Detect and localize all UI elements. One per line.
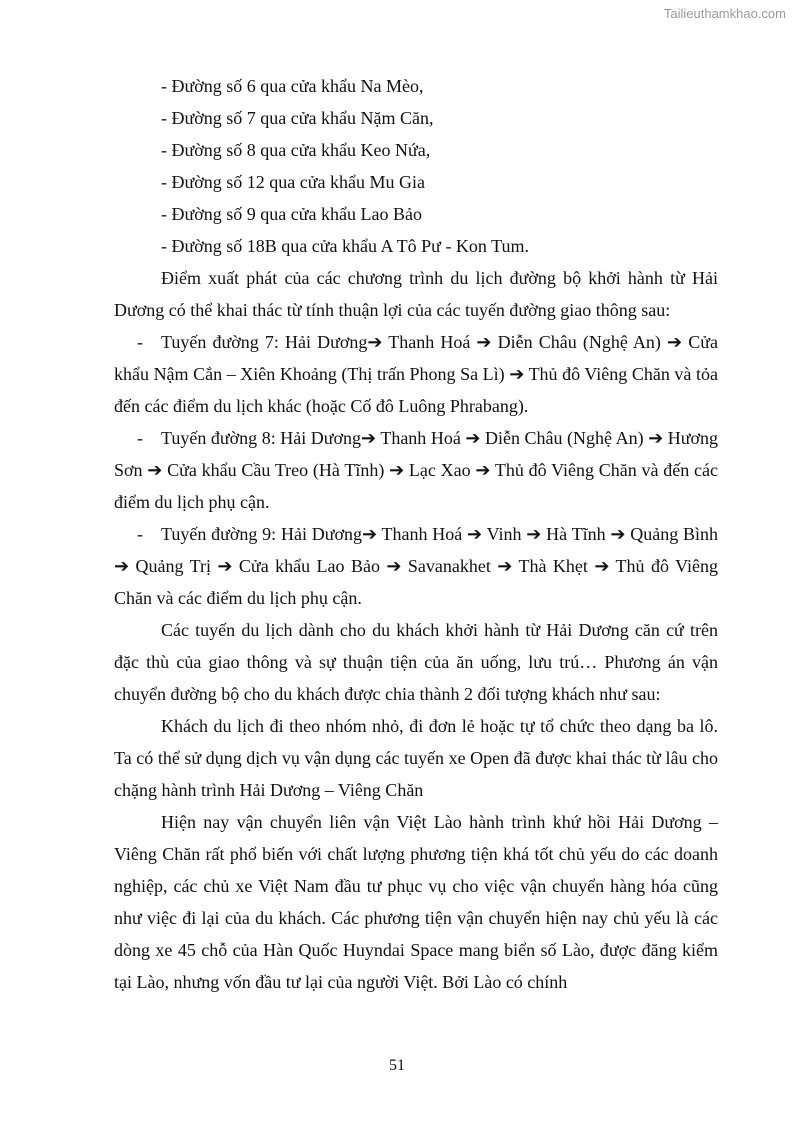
route-item-7 xyxy=(114,326,718,422)
body-paragraph: Hiện nay vận chuyển liên vận Việt Lào hành trình khứ hồi Hải Dương – Viêng Chăn rất phổ biến với chất lượng phương tiện khá tốt chủ yếu do các doanh nghiệp, các chủ xe Việt Nam đầu tư phục vụ cho việc vận chuyển hàng hóa cũng như việc đi lại của du khách. Các phương tiện vận chuyển hiện nay chủ yếu là các dòng xe 45 chỗ của Hàn Quốc Huyndai Space mang biển số Lào, được đăng kiểm tại Lào, nhưng vốn đầu tư lại của người Việt. Bởi Lào có chính xyxy=(114,812,718,992)
border-gate-item: - Đường số 6 qua cửa khẩu Na Mèo, xyxy=(161,76,424,96)
border-gate-item: - Đường số 12 qua cửa khẩu Mu Gia xyxy=(161,172,425,192)
border-gate-item: - Đường số 9 qua cửa khẩu Lao Bảo xyxy=(161,204,422,224)
watermark: Tailieuthamkhao.com xyxy=(663,6,786,21)
page-body xyxy=(114,70,718,998)
intro-paragraph: Điểm xuất phát của các chương trình du lịch đường bộ khởi hành từ Hải Dương có thể khai thác từ tính thuận lợi của các tuyến đường giao thông sau: xyxy=(114,268,718,320)
border-gate-item: - Đường số 8 qua cửa khẩu Keo Nứa, xyxy=(161,140,431,160)
route-text: Tuyến đường 9: Hải Dương➔ Thanh Hoá ➔ Vinh ➔ Hà Tĩnh ➔ Quảng Bình ➔ Quảng Trị ➔ Cửa khẩu Lao Bảo ➔ Savanakhet ➔ Thà Khẹt ➔ Thủ đô Viêng Chăn và các điểm du lịch phụ cận. xyxy=(114,524,718,608)
route-dash: - xyxy=(137,428,143,448)
route-text: Tuyến đường 7: Hải Dương➔ Thanh Hoá ➔ Diễn Châu (Nghệ An) ➔ Cửa khẩu Nậm Cắn – Xiên Khoảng (Thị trấn Phong Sa Lì) ➔ Thủ đô Viêng Chăn và tỏa đến các điểm du lịch khác (hoặc Cố đô Luông Phrabang). xyxy=(114,332,718,416)
route-text: Tuyến đường 8: Hải Dương➔ Thanh Hoá ➔ Diễn Châu (Nghệ An) ➔ Hương Sơn ➔ Cửa khẩu Cầu Treo (Hà Tĩnh) ➔ Lạc Xao ➔ Thủ đô Viêng Chăn và đến các điểm du lịch phụ cận. xyxy=(114,428,718,512)
border-gate-item: - Đường số 18B qua cửa khẩu A Tô Pư - Kon Tum. xyxy=(161,236,529,256)
route-item-8 xyxy=(114,422,718,518)
route-dash: - xyxy=(137,332,143,352)
route-dash: - xyxy=(137,524,143,544)
body-paragraph: Khách du lịch đi theo nhóm nhỏ, đi đơn lẻ hoặc tự tổ chức theo dạng ba lô. Ta có thể sử dụng dịch vụ vận dụng các tuyến xe Open đã được khai thác từ lâu cho chặng hành trình Hải Dương – Viêng Chăn xyxy=(114,716,718,800)
page-number: 51 xyxy=(389,1057,405,1074)
border-gate-item: - Đường số 7 qua cửa khẩu Nặm Căn, xyxy=(161,108,434,128)
route-item-9 xyxy=(114,518,718,614)
body-paragraph: Các tuyến du lịch dành cho du khách khởi hành từ Hải Dương căn cứ trên đặc thù của giao thông và sự thuận tiện của ăn uống, lưu trú… Phương án vận chuyển đường bộ cho du khách được chia thành 2 đối tượng khách như sau: xyxy=(114,620,718,704)
